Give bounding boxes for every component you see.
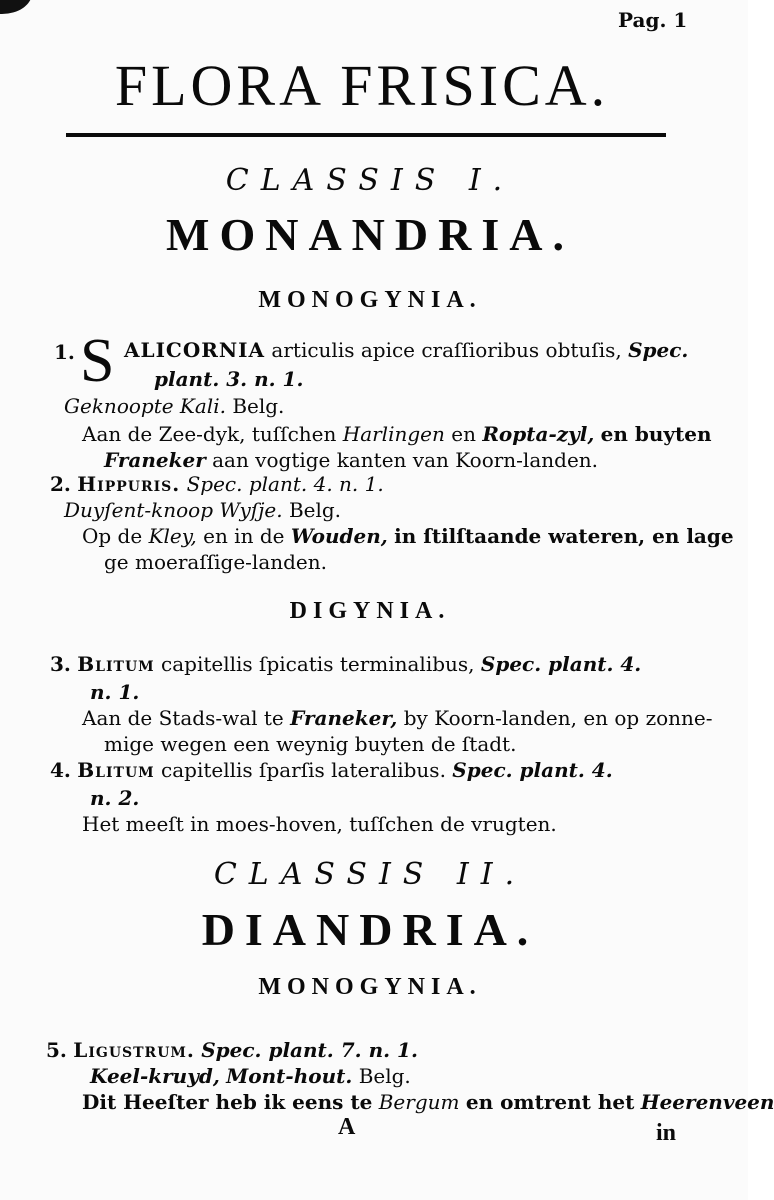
vernacular-line: [64, 394, 284, 418]
entry-number: 5.: [46, 1038, 67, 1062]
habitat-line: [82, 706, 713, 730]
entry-line: [124, 338, 688, 362]
diagnosis: articulis apice craſſioribus obtuſis,: [271, 338, 622, 362]
vernacular-line: [90, 1064, 411, 1088]
reference: n. 1.: [90, 680, 140, 704]
habitat-text: in ſtilſtaande wateren, en lage: [394, 524, 734, 548]
place-name: Bergum: [378, 1090, 460, 1114]
habitat-line: [82, 422, 712, 446]
entry-line: [50, 652, 641, 676]
entry-line: [46, 1038, 418, 1062]
genus-name: Ligustrum.: [73, 1038, 195, 1062]
reference: n. 2.: [90, 786, 140, 810]
reference: Spec. plant. 4. n. 1.: [186, 472, 384, 496]
genus-name: ALICORNIA: [124, 338, 266, 362]
class-heading: CLASSIS I.: [225, 163, 515, 198]
entry-number: 1.: [54, 340, 75, 364]
class-heading: CLASSIS II.: [213, 857, 527, 892]
order-heading: MONOGYNIA.: [258, 287, 482, 313]
genus-name: Blitum: [77, 652, 155, 676]
entry-line: [50, 758, 613, 782]
place-name: Franeker: [104, 448, 206, 472]
habitat-line: [82, 524, 734, 548]
drop-capital: S: [80, 327, 115, 395]
habitat-line: [104, 448, 598, 472]
order-heading: DIGYNIA.: [289, 598, 451, 624]
class-title: DIANDRIA.: [201, 904, 539, 955]
place-name: Wouden,: [290, 524, 388, 548]
vernacular-line: [64, 498, 341, 522]
page-number: Pag. 1: [618, 8, 688, 32]
habitat-text: Op de: [82, 524, 143, 548]
habitat-text: aan vogtige kanten van Koorn-landen.: [212, 448, 599, 472]
habitat-text: Aan de Zee-dyk, tuſſchen: [82, 422, 337, 446]
reference: Spec. plant. 4.: [452, 758, 613, 782]
signature-mark: A: [338, 1114, 356, 1140]
entry-number: 2.: [50, 472, 71, 496]
title-rule: [66, 133, 666, 137]
vernacular-name: Keel-kruyd,: [90, 1064, 220, 1088]
language-label: Belg.: [288, 498, 342, 522]
place-name: Heerenveen: [640, 1090, 774, 1114]
habitat-text: Dit Heeſter heb ik eens te: [82, 1090, 373, 1114]
language-label: Belg.: [232, 394, 285, 418]
class-title: MONANDRIA.: [166, 209, 574, 260]
reference: Spec. plant. 4.: [480, 652, 642, 676]
reference: Spec. plant. 7. n. 1.: [201, 1038, 418, 1062]
reference: Spec.: [628, 338, 689, 362]
habitat-text: en in de: [203, 524, 285, 548]
habitat-line: Het meeſt in moes-hoven, tuſſchen de vrugten.: [82, 812, 557, 836]
order-heading: MONOGYNIA.: [258, 974, 482, 1000]
entry-number: 3.: [50, 652, 71, 676]
reference: plant. 3. n. 1.: [154, 367, 304, 391]
diagnosis: capitellis ſparſis lateralibus.: [161, 758, 446, 782]
catchword: in: [656, 1120, 677, 1146]
habitat-line: [82, 1090, 774, 1114]
place-name: Harlingen: [342, 422, 445, 446]
diagnosis: capitellis ſpicatis terminalibus,: [161, 652, 475, 676]
habitat-line: mige wegen een weynig buyten de ſtadt.: [104, 732, 517, 756]
place-name: Kley,: [148, 524, 197, 548]
vernacular-name: Mont-hout.: [226, 1064, 353, 1088]
habitat-text: Aan de Stads-wal te: [82, 706, 284, 730]
vernacular-name: Duyſent-knoop Wyſje.: [64, 498, 283, 522]
place-name: Franeker,: [290, 706, 398, 730]
vernacular-name: Geknoopte Kali.: [64, 394, 226, 418]
ink-blot: [0, 0, 32, 14]
habitat-text: en omtrent het: [465, 1090, 635, 1114]
habitat-line: ge moeraſſige-landen.: [104, 550, 327, 574]
entry-number: 4.: [50, 758, 71, 782]
place-name: Ropta-zyl,: [482, 422, 595, 446]
habitat-text: by Koorn-landen, en op zonne-: [403, 706, 713, 730]
habitat-text: en buyten: [600, 422, 712, 446]
genus-name: Blitum: [77, 758, 155, 782]
genus-name: Hippuris.: [77, 472, 181, 496]
habitat-text: en: [451, 422, 476, 446]
language-label: Belg.: [358, 1064, 411, 1088]
entry-line: [50, 472, 384, 496]
book-title: FLORA FRISICA.: [114, 53, 610, 118]
